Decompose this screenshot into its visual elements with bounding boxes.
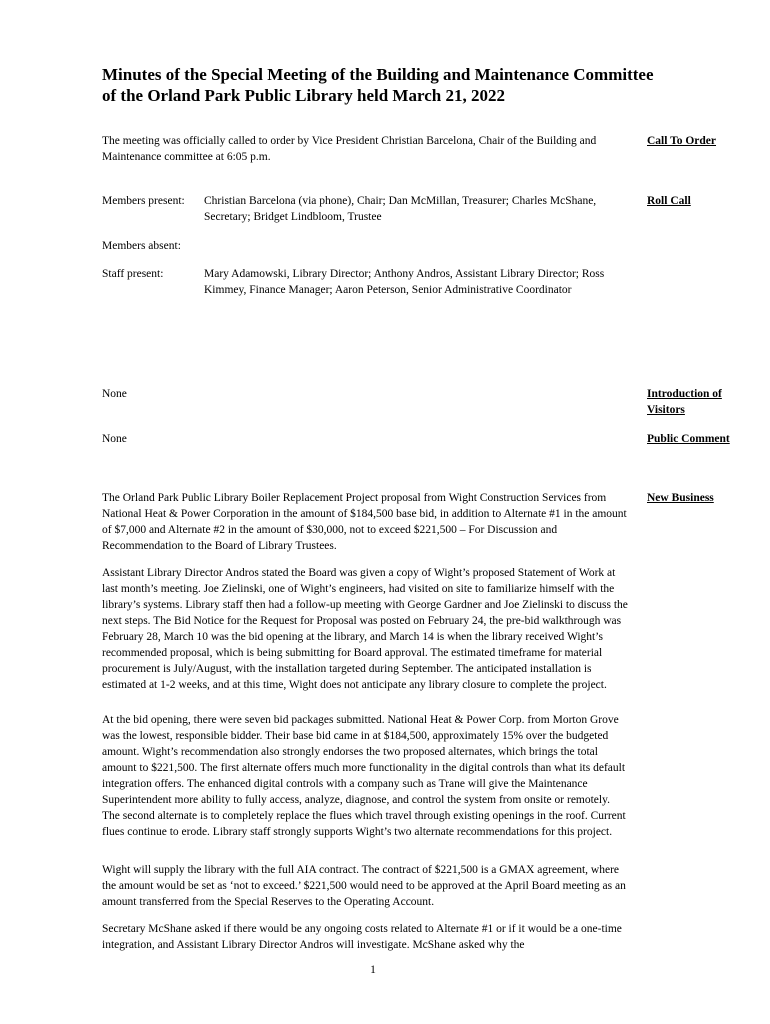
- new-business-heading: New Business: [647, 492, 714, 504]
- new-business-paragraph-3: At the bid opening, there were seven bid packages submitted. National Heat & Power Corp. from Morton Grove was the lowest, responsible bidder. Their base bid came in at $184,500, approximately 15% over the budgeted amount. Wight’s recommendation also strongly endorses the two proposed alternates, which brings the total amount to $221,500. The first alternate offers much more functionality in the digital controls than what its default integration offers. The enhanced digital controls with a company such as Trane will give the Maintenance Superintendent more ability to fully access, analyze, diagnose, and control the system from onsite or remotely. The second alternate is to completely replace the flues which travel through existing openings in the roof. Current flues continue to erode. Library staff strongly supports Wight’s two alternate recommendations for this project.: [102, 714, 626, 838]
- call-to-order-text: The meeting was officially called to order by Vice President Christian Barcelona, Chair of the Building and Maintenance committee at 6:05 p.m.: [102, 135, 597, 163]
- public-comment-text: None: [102, 433, 127, 445]
- new-business-paragraph-2: Assistant Library Director Andros stated the Board was given a copy of Wight’s proposed Statement of Work at last month’s meeting. Joe Zielinski, one of Wight’s engineers, had visited on site to familiarize himself with the library’s systems. Library staff then had a follow-up meeting with George Gardner and Joe Zielinski to discuss the next steps. The Bid Notice for the Request for Proposal was posted on February 24, the pre-bid walkthrough was February 28, March 10 was the bid opening at the library, and March 14 is when the library received Wight’s recommended proposal, which is being submitting for Board approval. The estimated timeframe for material procurement is July/August, with the installation targeted during September. The anticipated installation is estimated at 1-2 weeks, and at this time, Wight does not anticipate any library closure to complete the project.: [102, 567, 628, 691]
- visitors-heading: Introduction of Visitors: [647, 388, 722, 416]
- staff-present-value: Mary Adamowski, Library Director; Anthony Andros, Assistant Library Director; Ross Kimmey, Finance Manager; Aaron Peterson, Senior Administrative Coordinator: [204, 268, 605, 296]
- new-business-paragraph-5: Secretary McShane asked if there would be any ongoing costs related to Alternate #1 or if it would be a one-time integration, and Assistant Library Director Andros will investigate. McShane asked why the: [102, 923, 622, 951]
- members-present-value: Christian Barcelona (via phone), Chair; Dan McMillan, Treasurer; Charles McShane, Secretary; Bridget Lindbloom, Trustee: [204, 195, 597, 223]
- new-business-paragraph-4: Wight will supply the library with the full AIA contract. The contract of $221,500 is a GMAX agreement, where the amount would be set as ‘not to exceed.’ $221,500 would need to be approved at the April Board meeting as an amount transferred from the Special Reserves to the Operating Account.: [102, 864, 626, 908]
- staff-present-label: Staff present:: [102, 268, 164, 280]
- visitors-text: None: [102, 388, 127, 400]
- call-to-order-heading: Call To Order: [647, 135, 717, 147]
- members-absent-label: Members absent:: [102, 240, 181, 252]
- members-present-label: Members present:: [102, 195, 185, 207]
- page-number: 1: [370, 964, 376, 976]
- public-comment-heading: Public Comment: [647, 433, 730, 445]
- new-business-paragraph-1: The Orland Park Public Library Boiler Replacement Project proposal from Wight Construction Services from National Heat & Power Corporation in the amount of $184,500 base bid, in addition to Alternate #1 in the amount of $7,000 and Alternate #2 in the amount of $30,000, not to exceed $221,500 – For Discussion and Recommendation to the Board of Library Trustees.: [102, 492, 627, 552]
- document-title: Minutes of the Special Meeting of the Building and Maintenance Committee of the Orland Park Public Library held March 21, 2022: [102, 65, 654, 105]
- roll-call-heading: Roll Call: [647, 195, 691, 207]
